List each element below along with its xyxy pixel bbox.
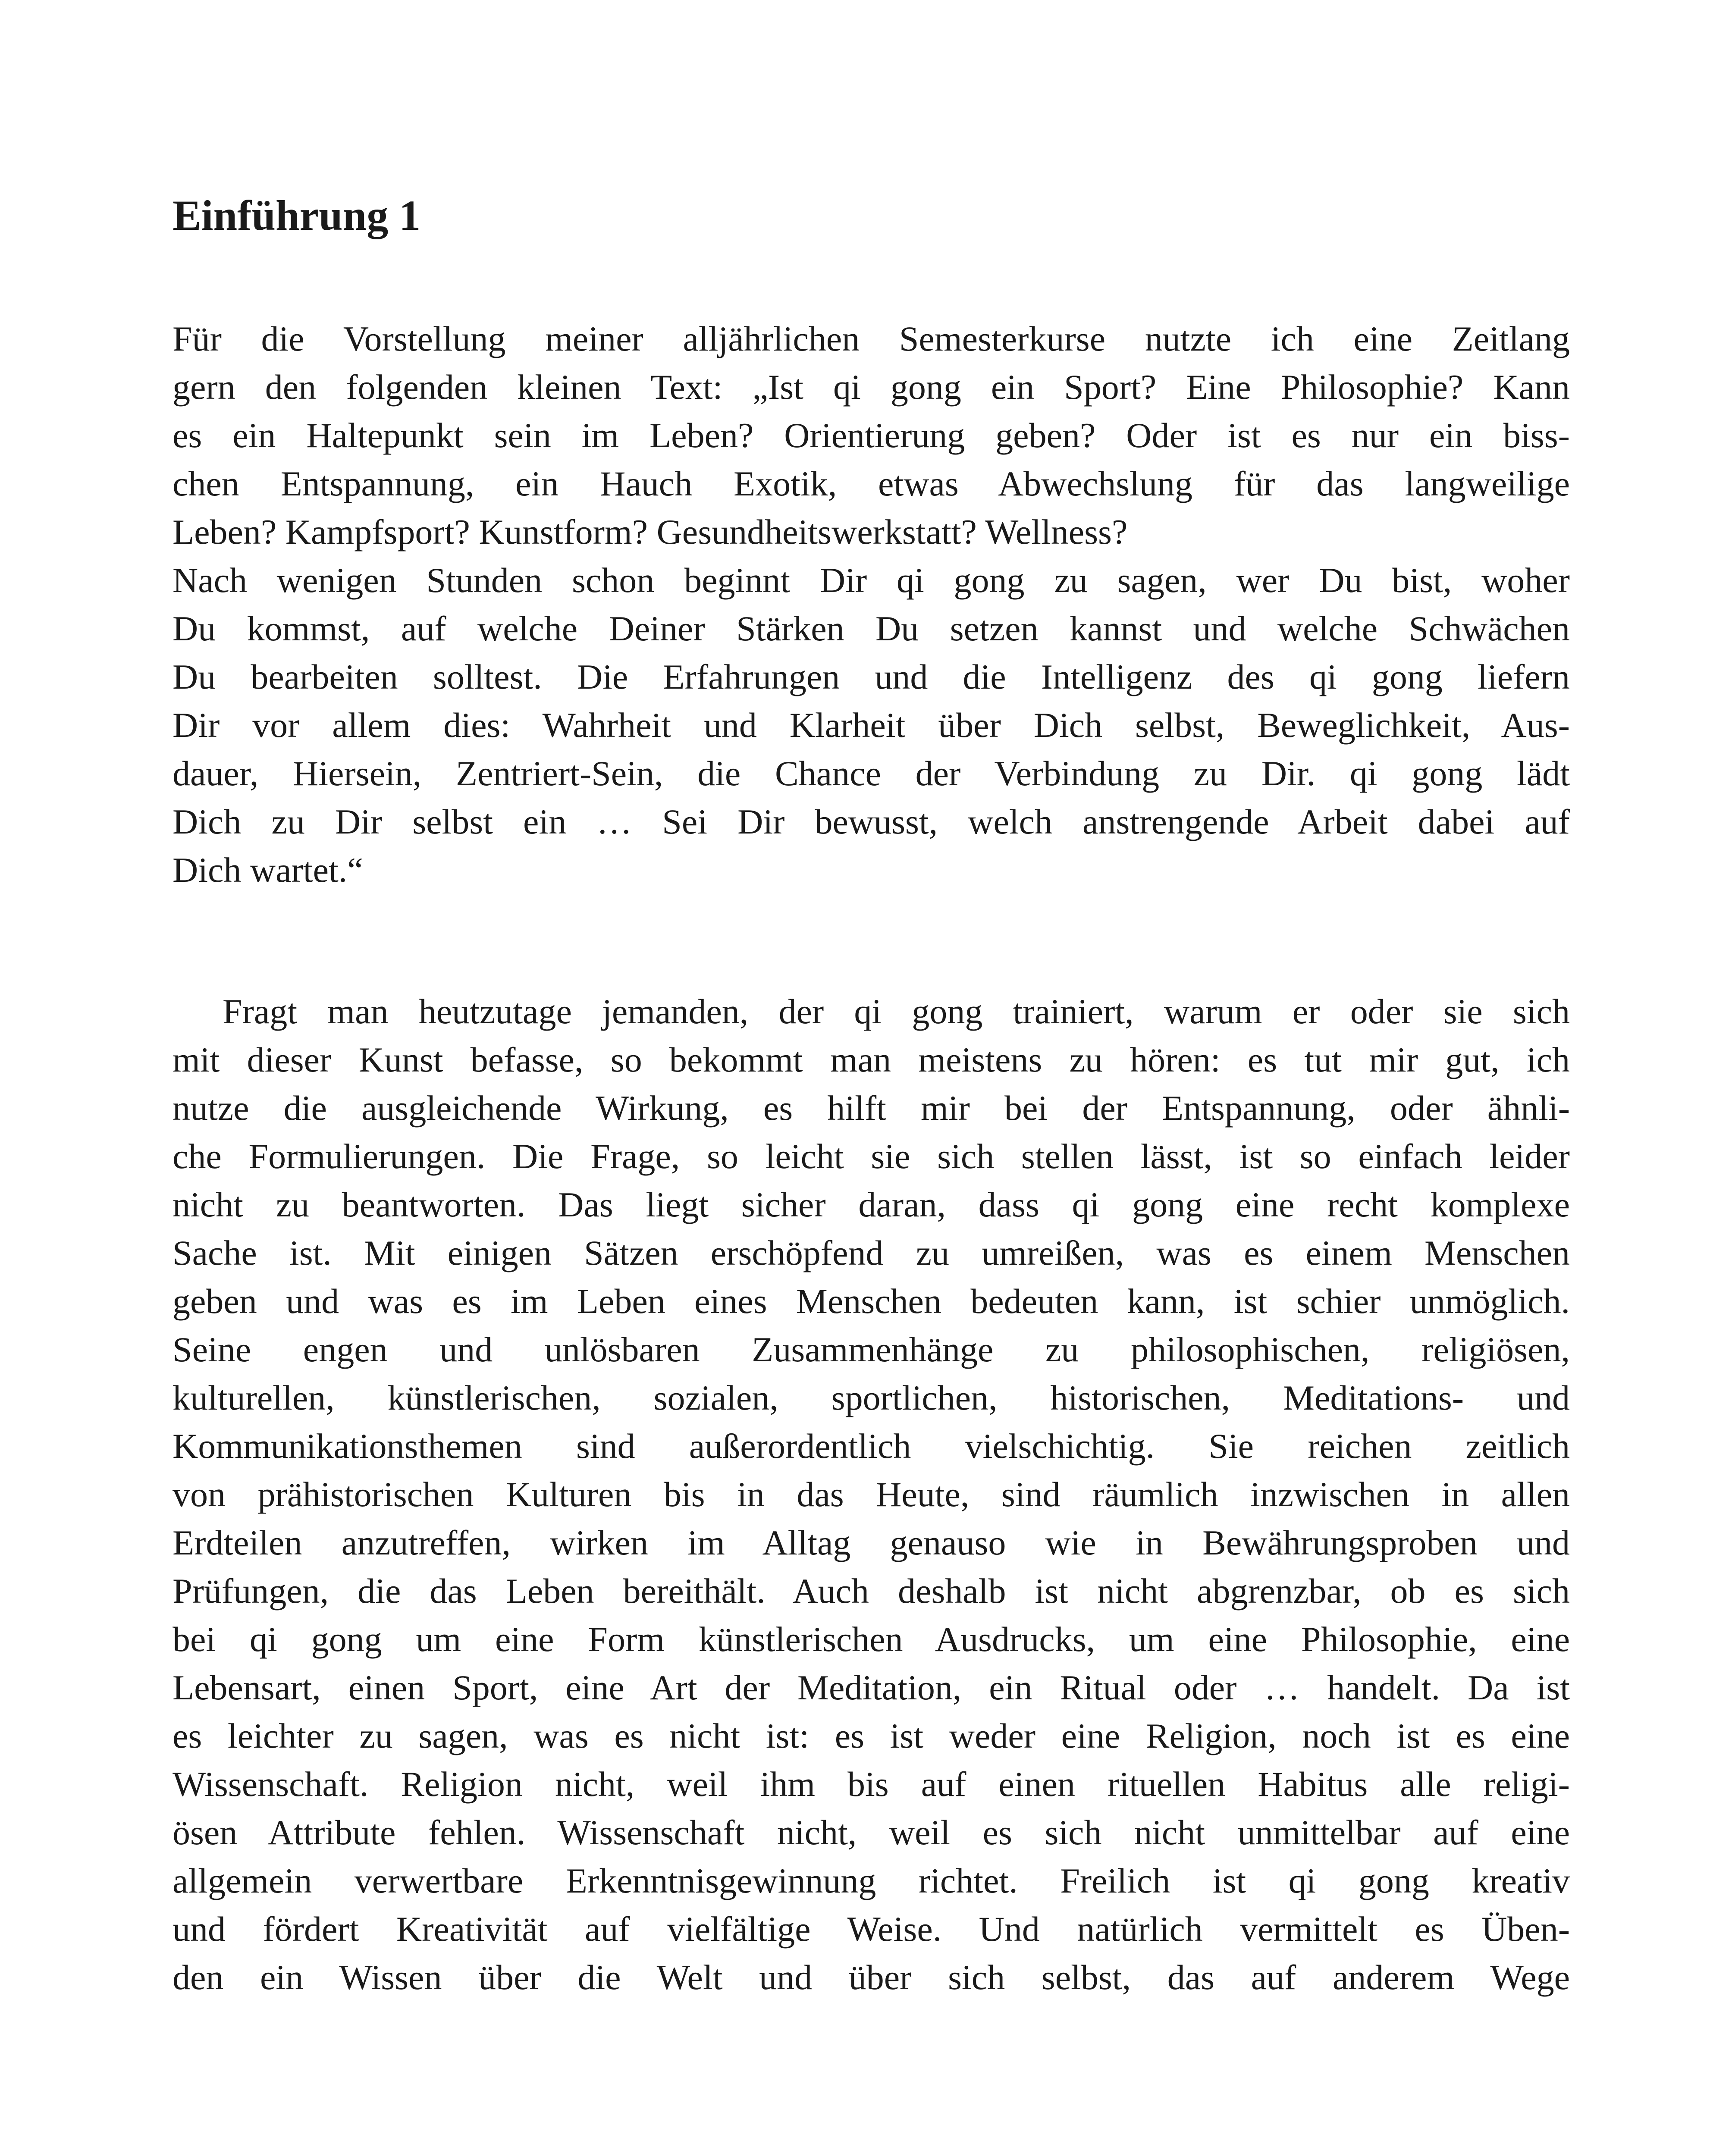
text-line: Erdteilen anzutreffen, wirken im Alltag genauso wie in Bewährungsproben und [173, 1523, 1570, 1562]
body-paragraph [173, 987, 1570, 2002]
text-line: und fördert Kreativität auf vielfältige Weise. Und natürlich vermittelt es Üben- [173, 1909, 1570, 1949]
text-line: bei qi gong um eine Form künstlerischen Ausdrucks, um eine Philosophie, eine [173, 1620, 1570, 1659]
text-line: es leichter zu sagen, was es nicht ist: es ist weder eine Religion, noch ist es eine [173, 1716, 1570, 1755]
text-line: Wissenschaft. Religion nicht, weil ihm bis auf einen rituellen Habitus alle religi- [173, 1764, 1570, 1804]
text-line: Du bearbeiten solltest. Die Erfahrungen und die Intelligenz des qi gong liefern [173, 657, 1570, 696]
text-line: Leben? Kampfsport? Kunstform? Gesundheitswerkstatt? Wellness? [173, 512, 1128, 552]
text-line: che Formulierungen. Die Frage, so leicht sie sich stellen lässt, ist so einfach leider [173, 1137, 1570, 1176]
text-line: Kommunikationsthemen sind außerordentlich vielschichtig. Sie reichen zeitlich [173, 1426, 1570, 1466]
text-line: ösen Attribute fehlen. Wissenschaft nicht, weil es sich nicht unmittelbar auf eine [173, 1813, 1570, 1852]
chapter-heading: Einführung 1 [173, 191, 421, 239]
text-line: Fragt man heutzutage jemanden, der qi gong trainiert, warum er oder sie sich [223, 992, 1570, 1031]
intro-quote-paragraph [173, 315, 1570, 894]
text-line: Für die Vorstellung meiner alljährlichen Semesterkurse nutzte ich eine Zeitlang [173, 319, 1570, 358]
text-line: Dir vor allem dies: Wahrheit und Klarheit über Dich selbst, Beweglichkeit, Aus- [173, 705, 1570, 745]
text-line: Du kommst, auf welche Deiner Stärken Du setzen kannst und welche Schwächen [173, 609, 1570, 648]
text-line: Prüfungen, die das Leben bereithält. Auch deshalb ist nicht abgrenzbar, ob es sich [173, 1571, 1570, 1611]
text-line: nicht zu beantworten. Das liegt sicher daran, dass qi gong eine recht komplexe [173, 1185, 1570, 1224]
text-line: Dich wartet.“ [173, 850, 363, 890]
text-line: kulturellen, künstlerischen, sozialen, sportlichen, historischen, Meditations- und [173, 1378, 1570, 1417]
text-line: gern den folgenden kleinen Text: „Ist qi gong ein Sport? Eine Philosophie? Kann [173, 367, 1570, 407]
text-line: allgemein verwertbare Erkenntnisgewinnung richtet. Freilich ist qi gong kreativ [173, 1861, 1570, 1900]
text-line: geben und was es im Leben eines Menschen bedeuten kann, ist schier unmöglich. [173, 1282, 1570, 1321]
text-line: Sache ist. Mit einigen Sätzen erschöpfend zu umreißen, was es einem Menschen [173, 1233, 1570, 1272]
text-line: Nach wenigen Stunden schon beginnt Dir qi gong zu sagen, wer Du bist, woher [173, 561, 1570, 600]
text-line: Dich zu Dir selbst ein … Sei Dir bewusst, welch anstrengende Arbeit dabei auf [173, 802, 1570, 841]
text-line: es ein Haltepunkt sein im Leben? Orientierung geben? Oder ist es nur ein biss- [173, 416, 1570, 455]
text-line: dauer, Hiersein, Zentriert-Sein, die Chance der Verbindung zu Dir. qi gong lädt [173, 754, 1570, 793]
text-line: Lebensart, einen Sport, eine Art der Meditation, ein Ritual oder … handelt. Da ist [173, 1668, 1570, 1707]
text-line: von prähistorischen Kulturen bis in das Heute, sind räumlich inzwischen in allen [173, 1475, 1570, 1514]
text-line: chen Entspannung, ein Hauch Exotik, etwas Abwechslung für das langweilige [173, 464, 1570, 503]
text-line: nutze die ausgleichende Wirkung, es hilft mir bei der Entspannung, oder ähnli- [173, 1088, 1570, 1128]
text-line: Seine engen und unlösbaren Zusammenhänge zu philosophischen, religiösen, [173, 1330, 1570, 1369]
text-line: mit dieser Kunst befasse, so bekommt man meistens zu hören: es tut mir gut, ich [173, 1040, 1570, 1079]
text-line: den ein Wissen über die Welt und über sich selbst, das auf anderem Wege [173, 1958, 1570, 1997]
